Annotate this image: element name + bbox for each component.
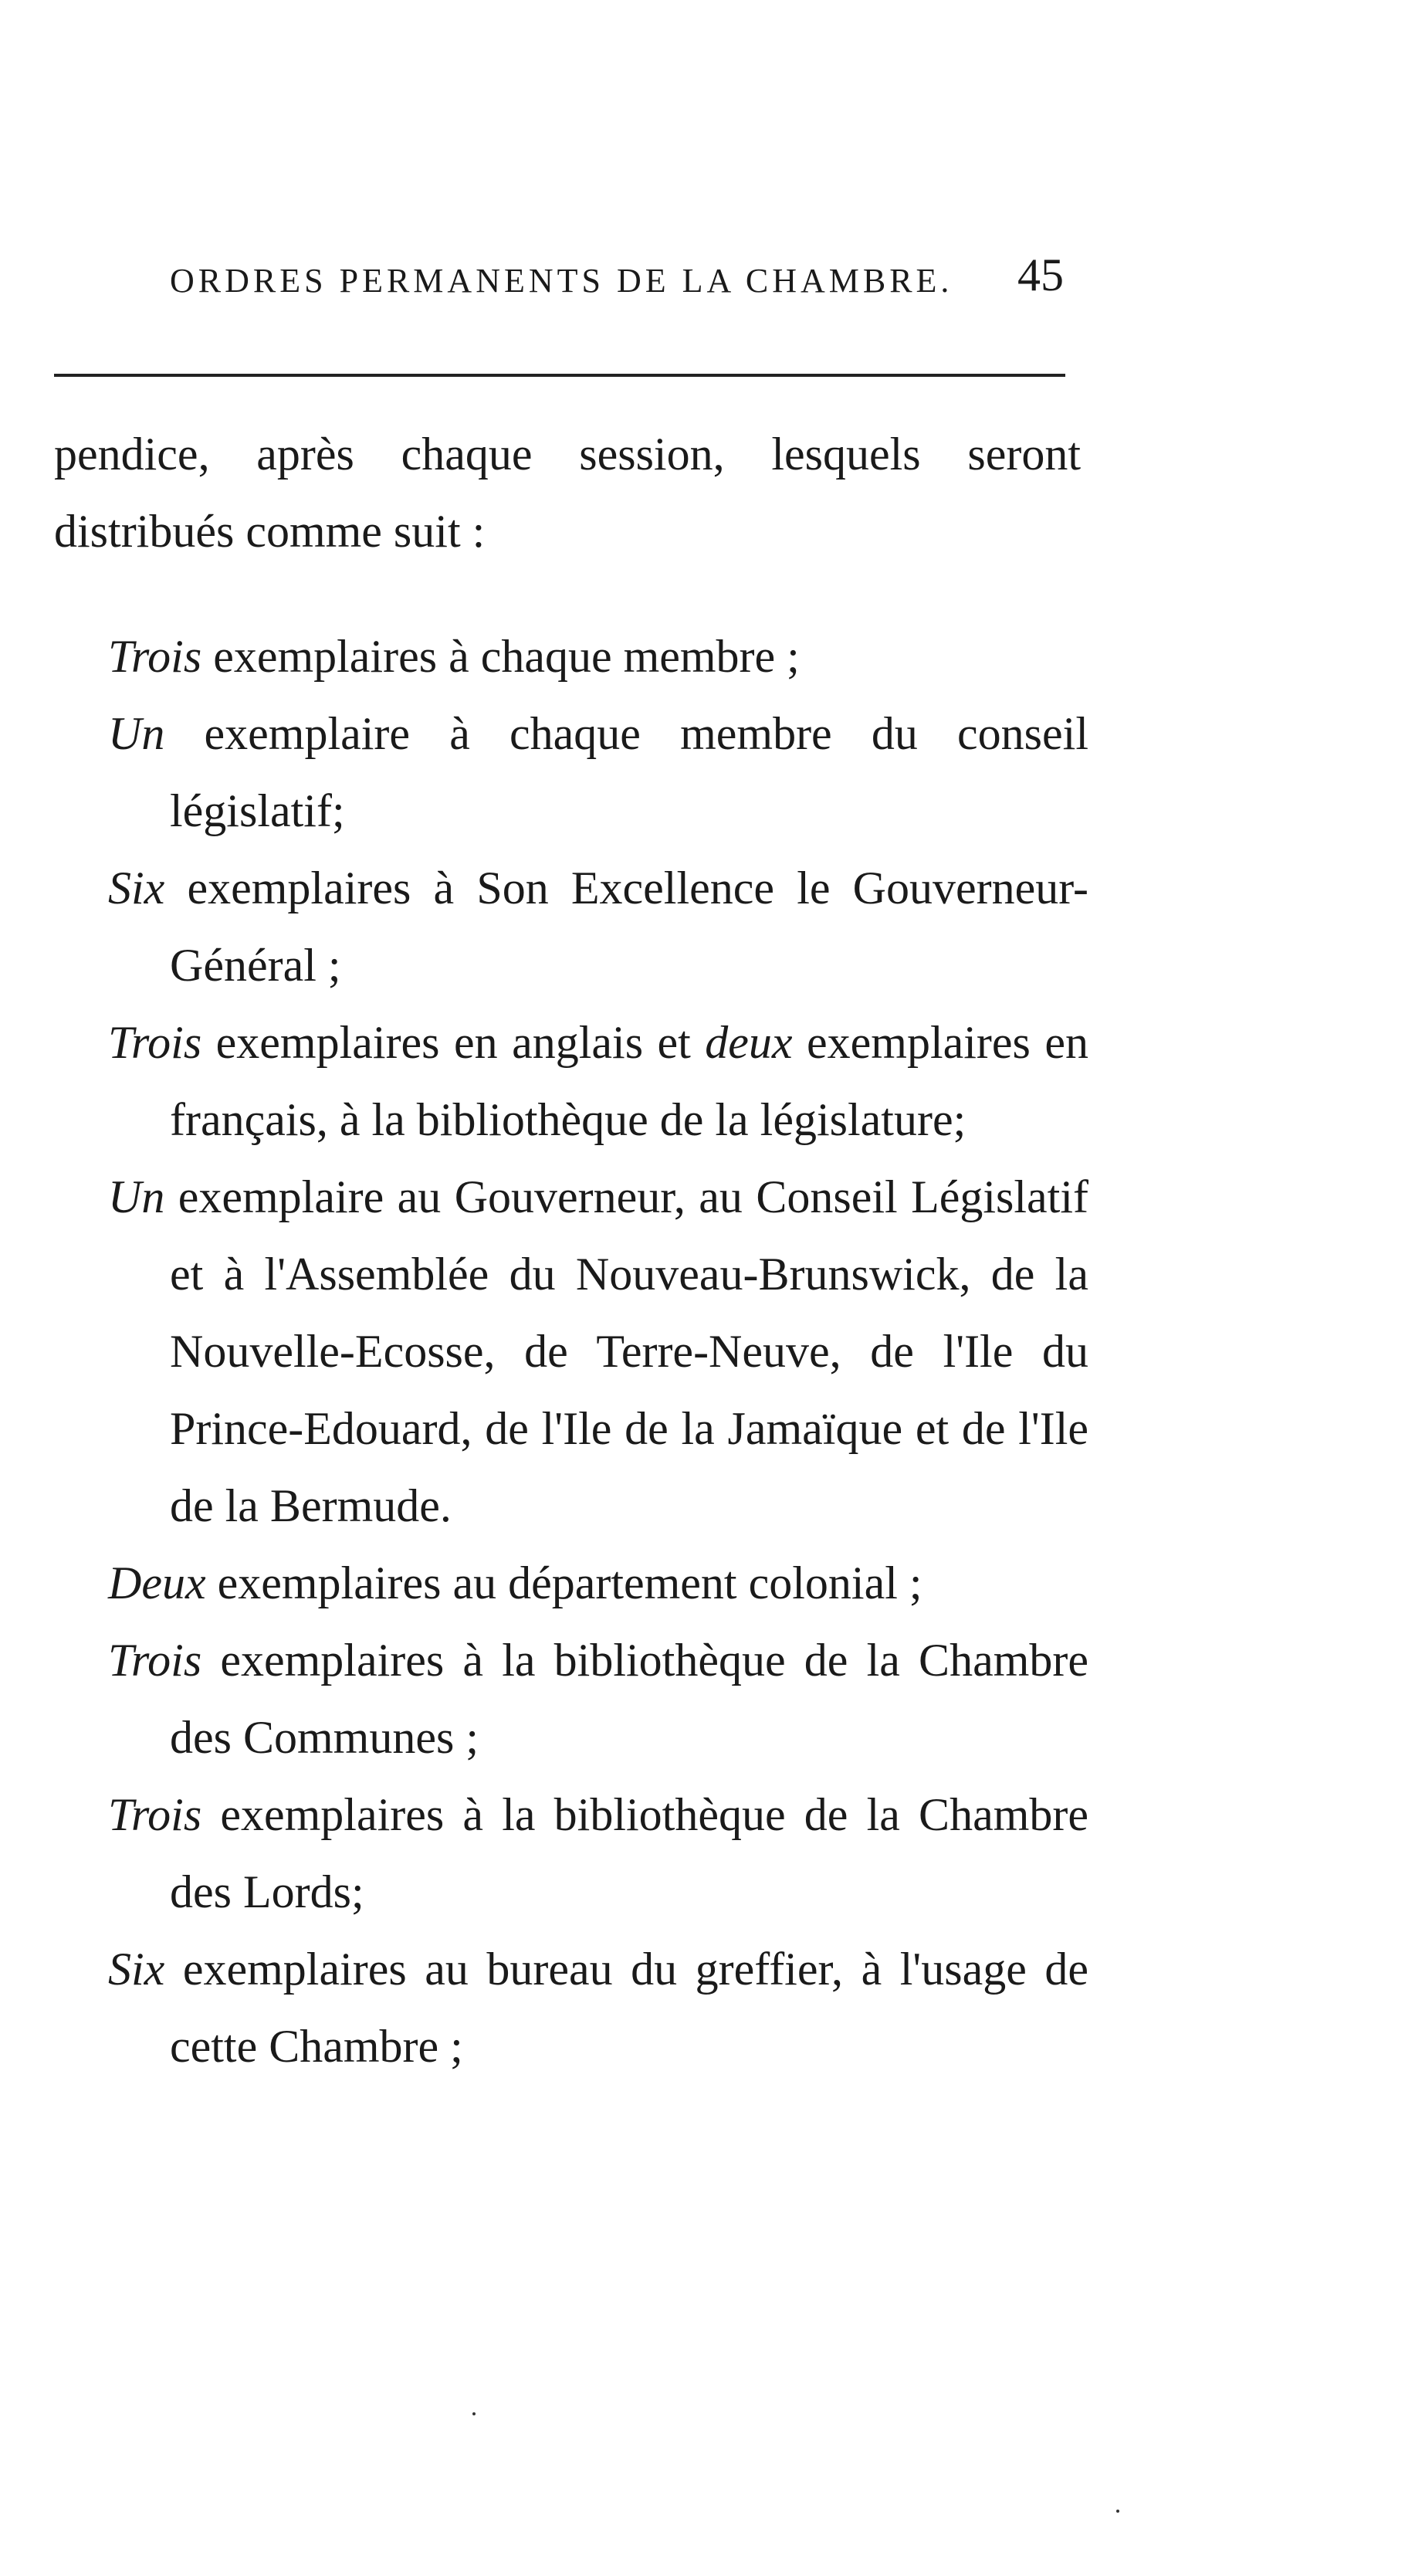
list-item <box>108 1544 1088 1622</box>
scan-speck <box>1116 2510 1119 2513</box>
entry-italic-word: deux <box>705 1017 793 1068</box>
entry-lead: Six <box>108 863 165 913</box>
intro-paragraph: pendice, après chaque session, lesquels seront distribués comme suit : <box>54 429 1081 557</box>
entry-text: exemplaires à Son Excellence le Gouverneur-Général ; <box>164 863 1088 991</box>
page-number: 45 <box>1017 249 1064 300</box>
list-item <box>108 1158 1088 1544</box>
entry-lead: Trois <box>108 1017 202 1068</box>
entry-text-after: exemplaires en français, à la bibliothèque de la législature; <box>170 1017 1088 1145</box>
entry-lead: Trois <box>108 631 202 682</box>
entry-text: exemplaire à chaque membre du conseil législatif; <box>164 708 1088 836</box>
header-rule <box>54 374 1065 377</box>
list-item <box>108 695 1088 849</box>
entry-lead: Trois <box>108 1635 202 1686</box>
entry-text: exemplaires à la bibliothèque de la Chambre des Communes ; <box>170 1635 1088 1763</box>
list-item <box>108 618 1088 695</box>
entry-text: exemplaires à la bibliothèque de la Chambre des Lords; <box>170 1789 1088 1917</box>
entry-text: exemplaires au bureau du greffier, à l'usage de cette Chambre ; <box>164 1944 1088 2072</box>
running-title: ORDRES PERMANENTS DE LA CHAMBRE. <box>170 262 953 300</box>
entry-lead: Deux <box>108 1557 206 1608</box>
entry-lead: Un <box>108 708 165 759</box>
entry-lead: Trois <box>108 1789 202 1840</box>
list-item <box>108 1776 1088 1930</box>
distribution-list <box>108 618 1088 2085</box>
running-header <box>0 246 1415 307</box>
entry-lead: Six <box>108 1944 165 1995</box>
list-item <box>108 1004 1088 1158</box>
entry-text: exemplaires en anglais et <box>201 1017 706 1068</box>
entry-text: exemplaires au département colonial ; <box>205 1557 922 1608</box>
list-item <box>108 849 1088 1004</box>
entry-text: exemplaires à chaque membre ; <box>201 631 800 682</box>
list-item <box>108 1930 1088 2085</box>
entry-text: exemplaire au Gouverneur, au Conseil Législatif et à l'Assemblée du Nouveau-Brunswick, de la Nouvelle-Ecosse, de Terre-Neuve, de l'Ile du Prince-Edouard, de l'Ile de la Jamaïque et de l'Ile de la Bermude. <box>164 1171 1088 1531</box>
scan-speck <box>472 2412 476 2415</box>
list-item <box>108 1622 1088 1776</box>
entry-lead: Un <box>108 1171 165 1222</box>
